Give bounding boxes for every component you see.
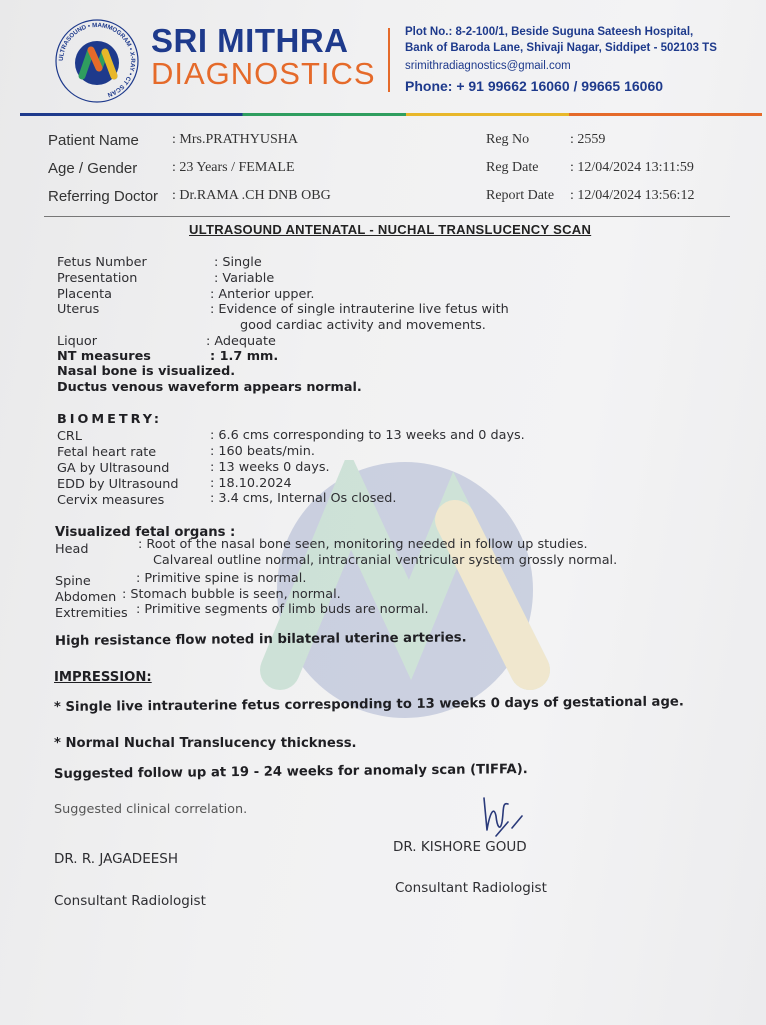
address-line-2: Bank of Baroda Lane, Shivaji Nagar, Siddipet - 502103 TS <box>405 42 717 54</box>
patient-name-label: Patient Name <box>48 132 139 149</box>
biometry-value: : 6.6 cms corresponding to 13 weeks and 0 days. <box>210 428 525 443</box>
address-line-1: Plot No.: 8-2-100/1, Beside Suguna Sateesh Hospital, <box>405 26 694 38</box>
extremities-label: Extremities <box>55 606 128 621</box>
spine-label: Spine <box>55 574 91 589</box>
age-gender-value: : 23 Years / FEMALE <box>172 160 295 175</box>
brand-name: SRI MITHRA <box>151 22 349 59</box>
right-doctor-title: Consultant Radiologist <box>395 880 547 896</box>
brand-logo-icon <box>54 18 140 104</box>
reg-date-label: Reg Date <box>486 160 539 175</box>
biometry-heading: BIOMETRY: <box>57 412 163 427</box>
finding-label: Liquor <box>57 334 98 349</box>
impression-2: * Normal Nuchal Translucency thickness. <box>54 736 357 751</box>
brand-subtitle: DIAGNOSTICS <box>151 56 376 91</box>
biometry-label: Fetal heart rate <box>57 445 157 460</box>
follow-up-note: Suggested follow up at 19 - 24 weeks for anomaly scan (TIFFA). <box>53 762 528 782</box>
finding-value: : 1.7 mm. <box>210 349 279 364</box>
referring-doctor-label: Referring Doctor <box>48 188 159 205</box>
patient-name-value: : Mrs.PRATHYUSHA <box>172 132 299 147</box>
biometry-label: CRL <box>57 429 82 444</box>
head-value-continued: Calvareal outline normal, intracranial ventricular system grossly normal. <box>153 553 618 568</box>
reg-date-value: : 12/04/2024 13:11:59 <box>570 160 694 175</box>
resistance-note: High resistance flow noted in bilateral uterine arteries. <box>54 630 467 649</box>
abdomen-value: : Stomach bubble is seen, normal. <box>122 587 341 602</box>
header-color-bar <box>20 113 762 116</box>
extremities-value: : Primitive segments of limb buds are normal. <box>136 602 429 617</box>
impression-heading: IMPRESSION: <box>54 670 152 685</box>
svg-text:ULTRASOUND • MAMMOGRAM • X-RAY: ULTRASOUND • MAMMOGRAM • X-RAY • CT SCAN <box>57 21 137 99</box>
handwritten-signature-icon <box>478 792 528 840</box>
finding-label: Uterus <box>57 302 100 317</box>
email: srimithradiagnostics@gmail.com <box>405 60 571 72</box>
left-doctor-name: DR. R. JAGADEESH <box>54 851 178 867</box>
biometry-value: : 18.10.2024 <box>210 476 292 491</box>
age-gender-label: Age / Gender <box>48 160 138 177</box>
finding-label: NT measures <box>57 349 151 364</box>
finding-label: Fetus Number <box>57 255 147 270</box>
right-doctor-name: DR. KISHORE GOUD <box>393 839 527 855</box>
reg-no-value: : 2559 <box>570 132 606 147</box>
finding-label: Placenta <box>57 287 112 302</box>
biometry-label: GA by Ultrasound <box>57 461 170 476</box>
ductus-note: Ductus venous waveform appears normal. <box>57 380 362 395</box>
finding-value: : Adequate <box>206 334 276 349</box>
report-date-label: Report Date <box>486 188 555 203</box>
biometry-label: Cervix measures <box>57 493 165 508</box>
report-date-value: : 12/04/2024 13:56:12 <box>570 188 695 203</box>
finding-value: : Evidence of single intrauterine live fetus with <box>210 302 509 317</box>
divider <box>44 216 730 217</box>
biometry-value: : 13 weeks 0 days. <box>210 460 330 475</box>
phone-numbers: Phone: + 91 99662 16060 / 99665 16060 <box>405 78 664 94</box>
abdomen-label: Abdomen <box>55 590 117 605</box>
nasal-bone-note: Nasal bone is visualized. <box>57 364 236 379</box>
biometry-value: : 160 beats/min. <box>210 444 315 459</box>
head-label: Head <box>55 542 89 557</box>
finding-label: Presentation <box>57 271 138 286</box>
impression-1: * Single live intrauterine fetus corresponding to 13 weeks 0 days of gestational age. <box>53 694 684 715</box>
finding-value: : Single <box>214 255 262 270</box>
finding-value: : Anterior upper. <box>210 287 315 302</box>
clinical-correlation-note: Suggested clinical correlation. <box>54 802 248 817</box>
report-title: ULTRASOUND ANTENATAL - NUCHAL TRANSLUCENCY SCAN <box>189 222 592 237</box>
spine-value: : Primitive spine is normal. <box>136 571 307 586</box>
reg-no-label: Reg No <box>486 132 530 147</box>
left-doctor-title: Consultant Radiologist <box>54 893 206 909</box>
finding-value: : Variable <box>214 271 275 286</box>
biometry-value: : 3.4 cms, Internal Os closed. <box>210 491 397 506</box>
biometry-label: EDD by Ultrasound <box>57 477 179 492</box>
finding-value-continued: good cardiac activity and movements. <box>240 318 486 333</box>
referring-doctor-value: : Dr.RAMA .CH DNB OBG <box>172 188 331 203</box>
header-divider <box>388 28 390 92</box>
head-value: : Root of the nasal bone seen, monitoring needed in follow up studies. <box>138 537 588 552</box>
organs-heading: Visualized fetal organs : <box>55 525 236 540</box>
